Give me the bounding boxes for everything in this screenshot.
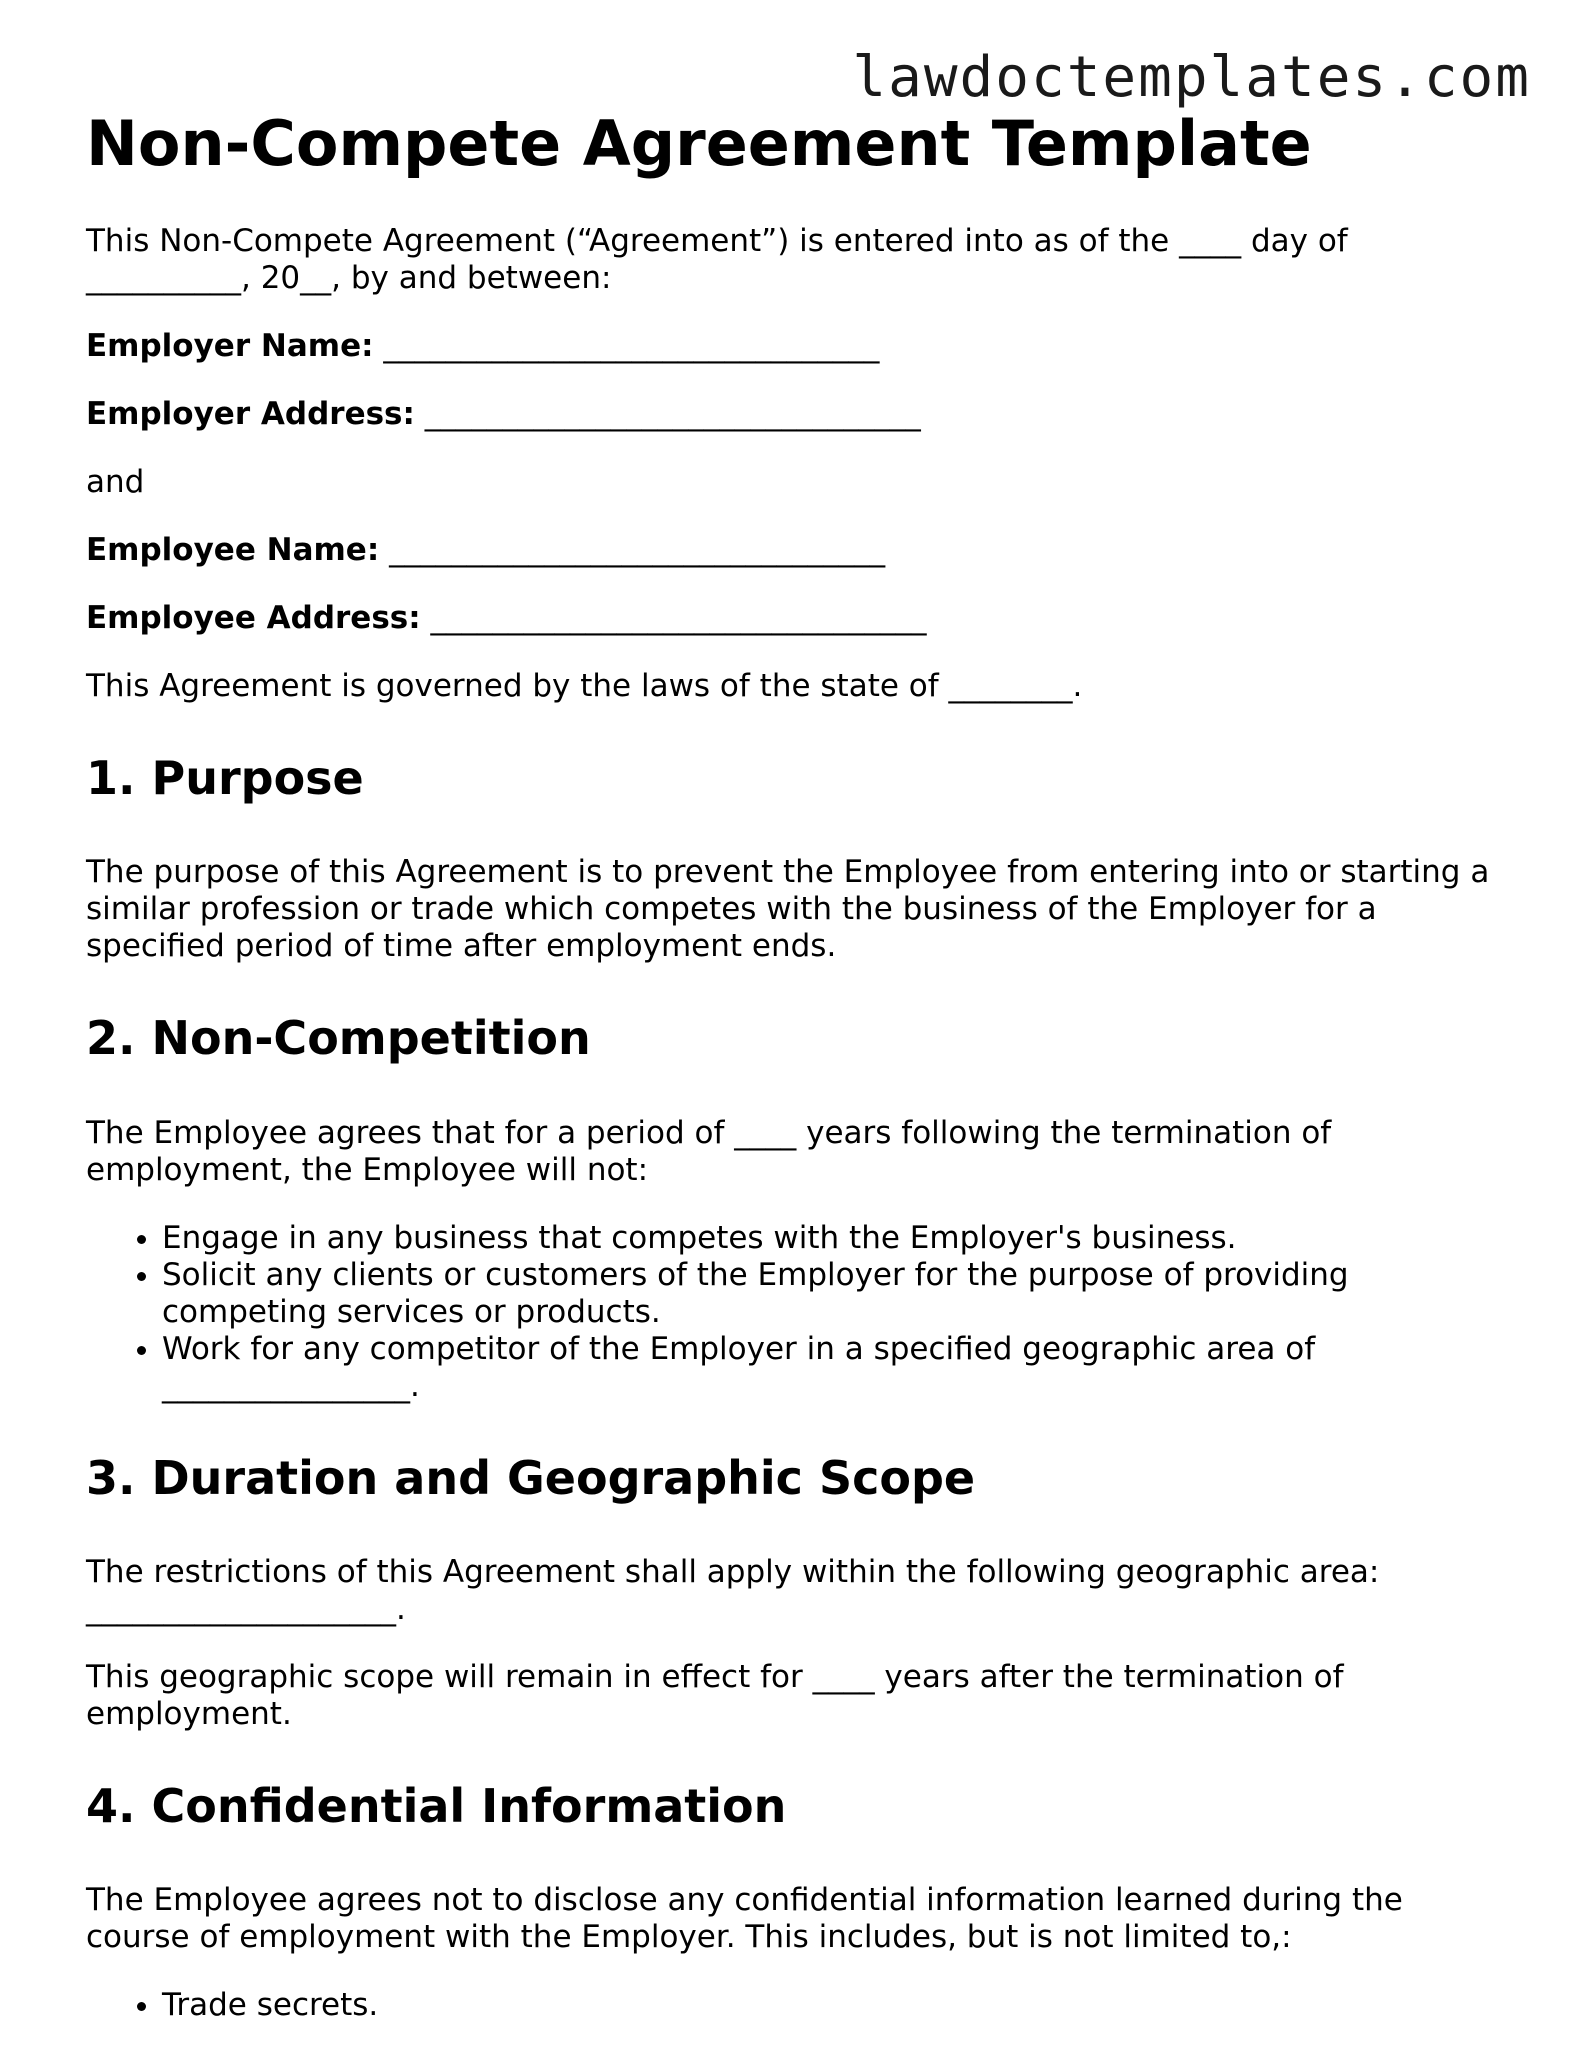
- section-paragraph: The Employee agrees not to disclose any confidential information learned during the course of employment with the Employer. This includes, but is not limited to,:: [86, 1882, 1403, 1956]
- list-item: • Solicit any clients or customers of the Employer for the purpose of providing competing services or products.: [162, 1257, 1496, 1331]
- section-heading-confidential-information: 4. Confidential Information: [86, 1778, 787, 1833]
- employee-address-field: [86, 600, 1496, 637]
- intro-paragraph: This Non-Compete Agreement (“Agreement”) is entered into as of the ____ day of __________, 20__, by and between:: [86, 223, 1348, 297]
- employer-address-blank: ________________________________: [424, 396, 921, 433]
- document-body: [86, 108, 1496, 2058]
- section-paragraph: This geographic scope will remain in effect for ____ years after the termination of employment.: [86, 1658, 1344, 1732]
- employee-address-blank: ________________________________: [430, 600, 927, 637]
- employer-name-blank: ________________________________: [383, 328, 880, 365]
- section-paragraph: The Employee agrees that for a period of ____ years following the termination of employment, the Employee will not:: [86, 1114, 1332, 1188]
- employee-name-label: Employee Name:: [86, 532, 380, 569]
- section-heading-non-competition: 2. Non-Competition: [86, 1011, 591, 1066]
- employer-name-field: [86, 328, 1496, 365]
- and-text: and: [86, 464, 145, 501]
- governing-law-paragraph: This Agreement is governed by the laws of the state of ________.: [86, 668, 1083, 705]
- employer-name-label: Employer Name:: [86, 328, 374, 365]
- section-paragraph: The restrictions of this Agreement shall apply within the following geographic area: ____________________.: [86, 1553, 1380, 1627]
- section-heading-duration-scope: 3. Duration and Geographic Scope: [86, 1450, 976, 1505]
- employee-name-field: [86, 532, 1496, 569]
- section-heading-purpose: 1. Purpose: [86, 751, 364, 806]
- employer-address-label: Employer Address:: [86, 396, 415, 433]
- site-watermark: lawdoctemplates.com: [852, 45, 1531, 110]
- employer-address-field: [86, 396, 1496, 433]
- list-item: • Trade secrets.: [162, 1987, 1496, 2024]
- employee-address-label: Employee Address:: [86, 600, 421, 637]
- document-title: Non-Compete Agreement Template: [86, 107, 1312, 180]
- list-item: • Work for any competitor of the Employer in a specified geographic area of ________________.: [162, 1331, 1496, 1405]
- employee-name-blank: ________________________________: [389, 532, 886, 569]
- section-paragraph: The purpose of this Agreement is to prevent the Employee from entering into or starting a similar profession or trade which competes with the business of the Employer for a specified period of time after employment ends.: [86, 854, 1490, 965]
- confidential-info-list: [86, 1987, 1496, 2024]
- non-competition-list: [86, 1220, 1496, 1405]
- list-item: • Engage in any business that competes with the Employer's business.: [162, 1220, 1496, 1257]
